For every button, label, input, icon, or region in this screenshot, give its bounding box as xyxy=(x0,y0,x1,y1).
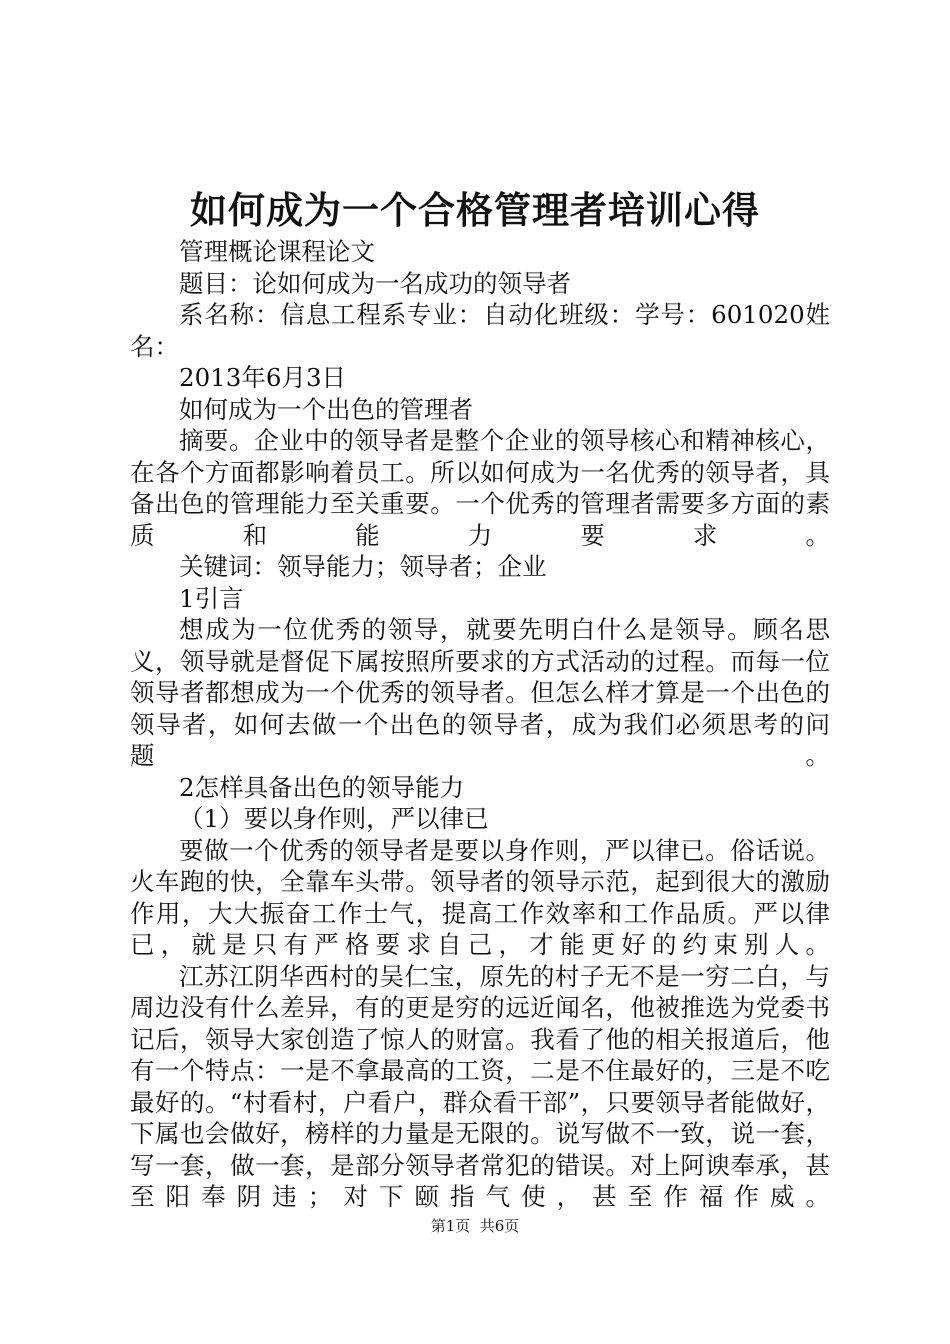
paper-date: 2013年6月3日 xyxy=(179,363,347,392)
section-heading-leadership: 2怎样具备出色的领导能力 xyxy=(179,772,465,802)
abstract-paragraph: 摘要。企业中的领导者是整个企业的领导核心和精神核心，在各个方面都影响着员工。所以如何成为一名优秀的领导者，具备出色的管理能力至关重要。一个优秀的管理者需要多方面的素质和能力要求。 xyxy=(130,426,830,550)
paper-subtitle: 如何成为一个出色的管理者 xyxy=(179,394,473,424)
document-title: 如何成为一个合格管理者培训心得 xyxy=(190,188,760,232)
body-paragraph-example: 要做一个优秀的领导者是要以身作则，严以律已。俗话说。火车跑的快，全靠车头带。领导者的领导示范，起到很大的激励作用，大大振奋工作士气，提高工作效率和工作品质。严以律已，就是只有严格要求自己，才能更好的约束别人。 xyxy=(130,835,830,959)
introduction-paragraph: 想成为一位优秀的领导，就要先明白什么是领导。顾名思义，领导就是督促下属按照所要求的方式活动的过程。而每一位领导者都想成为一个优秀的领导者。但怎么样才算是一个出色的领导者，如何去做一个出色的领导者，成为我们必须思考的问题。 xyxy=(130,615,830,770)
document-body xyxy=(130,236,830,1213)
body-paragraph-case-study: 江苏江阴华西村的吴仁宝，原先的村子无不是一穷二白，与周边没有什么差异，有的更是穷的远近闻名，他被推选为党委书记后，领导大家创造了惊人的财富。我看了他的相关报道后，他有一个特点：一是不拿最高的工资，二是不住最好的，三是不吃最好的。“村看村，户看户，群众看干部”，只要领导者能做好，下属也会做好，榜样的力量是无限的。说写做不一致，说一套，写一套，做一套，是部分领导者常犯的错误。对上阿谀奉承，甚至阳奉阴违；对下颐指气使，甚至作福作威。 xyxy=(130,961,830,1211)
subsection-heading-example: （1）要以身作则，严以律已 xyxy=(179,804,489,833)
section-heading-introduction: 1引言 xyxy=(179,583,244,613)
paper-topic: 题目：论如何成为一名成功的领导者 xyxy=(179,268,571,298)
keywords-line: 关键词：领导能力；领导者；企业 xyxy=(179,552,547,581)
course-paper-heading: 管理概论课程论文 xyxy=(179,237,375,266)
page-number: 第1页 共6页 xyxy=(430,1217,520,1235)
student-info: 系名称：信息工程系专业：自动化班级：学号：601020姓名： xyxy=(130,300,830,361)
